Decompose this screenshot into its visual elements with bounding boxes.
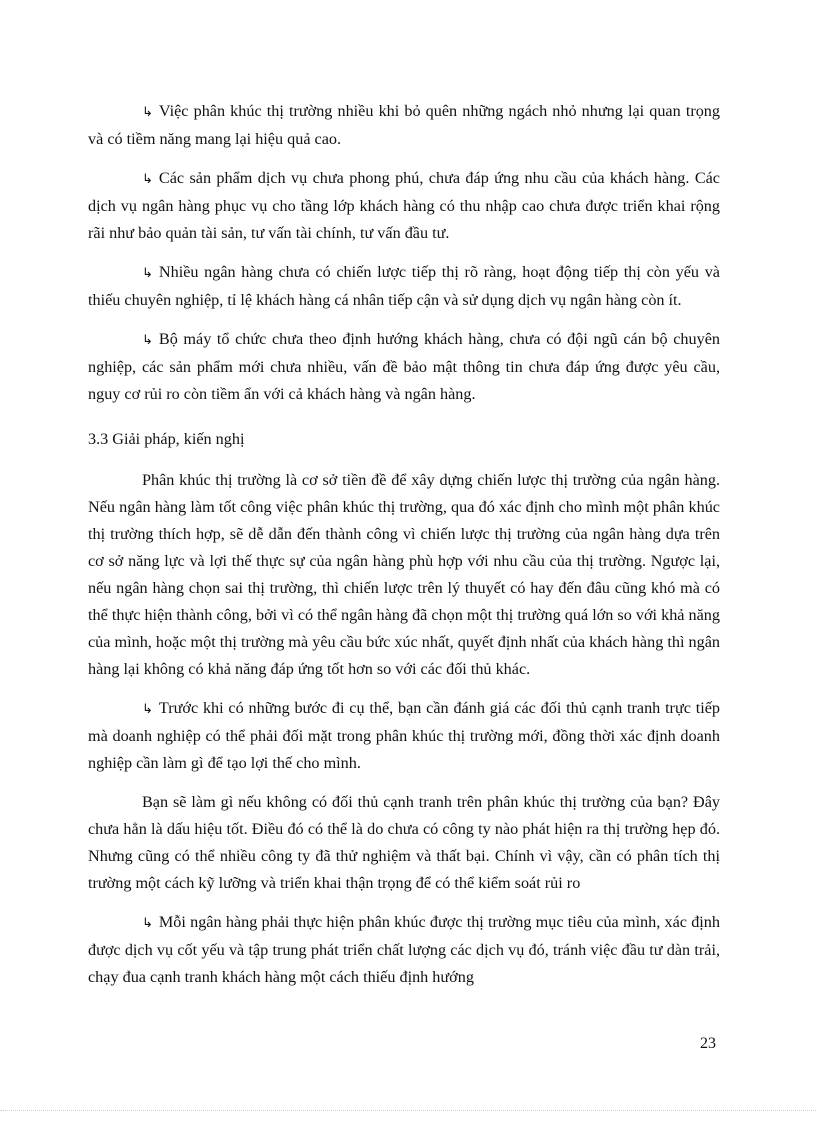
- arrow-bullet-icon: ↳: [142, 172, 153, 187]
- arrow-bullet-icon: ↳: [142, 333, 153, 348]
- arrow-bullet-icon: ↳: [142, 266, 153, 281]
- section-heading: 3.3 Giải pháp, kiến nghị: [88, 430, 245, 448]
- paragraph-text: Bộ máy tổ chức chưa theo định hướng khách hàng, chưa có đội ngũ cán bộ chuyên nghiệp, các sản phẩm mới chưa nhiều, vấn đề bảo mật thông tin chưa đáp ứng được yêu cầu, nguy cơ rủi ro còn tiềm ẩn với cả khách hàng và ngân hàng.: [88, 330, 720, 403]
- arrow-bullet-icon: ↳: [142, 702, 153, 717]
- no-competitor-paragraph: Bạn sẽ làm gì nếu không có đối thủ cạnh tranh trên phân khúc thị trường của bạn? Đây chưa hẳn là dấu hiệu tốt. Điều đó có thể là do chưa có công ty nào phát hiện ra thị trường hẹp đó. Nhưng cũng có thể nhiều công ty đã thử nghiệm và thất bại. Chính vì vậy, cần có phân tích thị trường một cách kỹ lưỡng và triển khai thận trọng để có thể kiểm soát rủi ro: [88, 793, 720, 892]
- bullet-paragraph-products: [88, 165, 720, 247]
- paragraph-text: Mỗi ngân hàng phải thực hiện phân khúc được thị trường mục tiêu của mình, xác định được dịch vụ cốt yếu và tập trung phát triển chất lượng các dịch vụ đó, tránh việc đầu tư dàn trải, chạy đua cạnh tranh khách hàng một cách thiếu định hướng: [88, 913, 720, 986]
- paragraph-text: Nhiều ngân hàng chưa có chiến lược tiếp thị rõ ràng, hoạt động tiếp thị còn yếu và thiếu chuyên nghiệp, tỉ lệ khách hàng cá nhân tiếp cận và sử dụng dịch vụ ngân hàng còn ít.: [88, 263, 720, 309]
- paragraph-text: Việc phân khúc thị trường nhiều khi bỏ quên những ngách nhỏ nhưng lại quan trọng và có tiềm năng mang lại hiệu quả cao.: [88, 102, 720, 148]
- page-number: 23: [700, 1035, 716, 1052]
- paragraph-text: Trước khi có những bước đi cụ thể, bạn cần đánh giá các đối thủ cạnh tranh trực tiếp mà doanh nghiệp có thể phải đối mặt trong phân khúc thị trường mới, đồng thời xác định doanh nghiệp cần làm gì để tạo lợi thế cho mình.: [88, 699, 720, 772]
- section-intro-paragraph: Phân khúc thị trường là cơ sở tiền đề để xây dựng chiến lược thị trường của ngân hàng. Nếu ngân hàng làm tốt công việc phân khúc thị trường, qua đó xác định cho mình một phân khúc thị trường thích hợp, sẽ dễ dẫn đến thành công vì chiến lược thị trường của ngân hàng dựa trên cơ sở năng lực và lợi thế thực sự của ngân hàng phù hợp với nhu cầu của thị trường. Ngược lại, nếu ngân hàng chọn sai thị trường, thì chiến lược trên lý thuyết có hay đến đâu cũng khó mà có thể thực hiện thành công, bởi vì có thể ngân hàng đã chọn một thị trường quá lớn so với khả năng của mình, hoặc một thị trường mà yêu cầu bức xúc nhất, quyết định nhất của khách hàng thì ngân hàng lại không có khả năng đáp ứng tốt hơn so với các đối thủ khác.: [88, 471, 720, 678]
- bullet-paragraph-organization: [88, 326, 720, 408]
- page-bottom-divider: [0, 1110, 816, 1111]
- bullet-paragraph-competitors: [88, 695, 720, 777]
- bullet-paragraph-target-market: [88, 909, 720, 991]
- arrow-bullet-icon: ↳: [142, 105, 153, 120]
- bullet-paragraph-niches: [88, 98, 720, 153]
- arrow-bullet-icon: ↳: [142, 916, 153, 931]
- bullet-paragraph-marketing: [88, 259, 720, 314]
- document-body: [88, 98, 720, 1003]
- paragraph-text: Các sản phẩm dịch vụ chưa phong phú, chưa đáp ứng nhu cầu của khách hàng. Các dịch vụ ngân hàng phục vụ cho tầng lớp khách hàng có thu nhập cao chưa được triển khai rộng rãi như bảo quản tài sản, tư vấn tài chính, tư vấn đầu tư.: [88, 169, 720, 242]
